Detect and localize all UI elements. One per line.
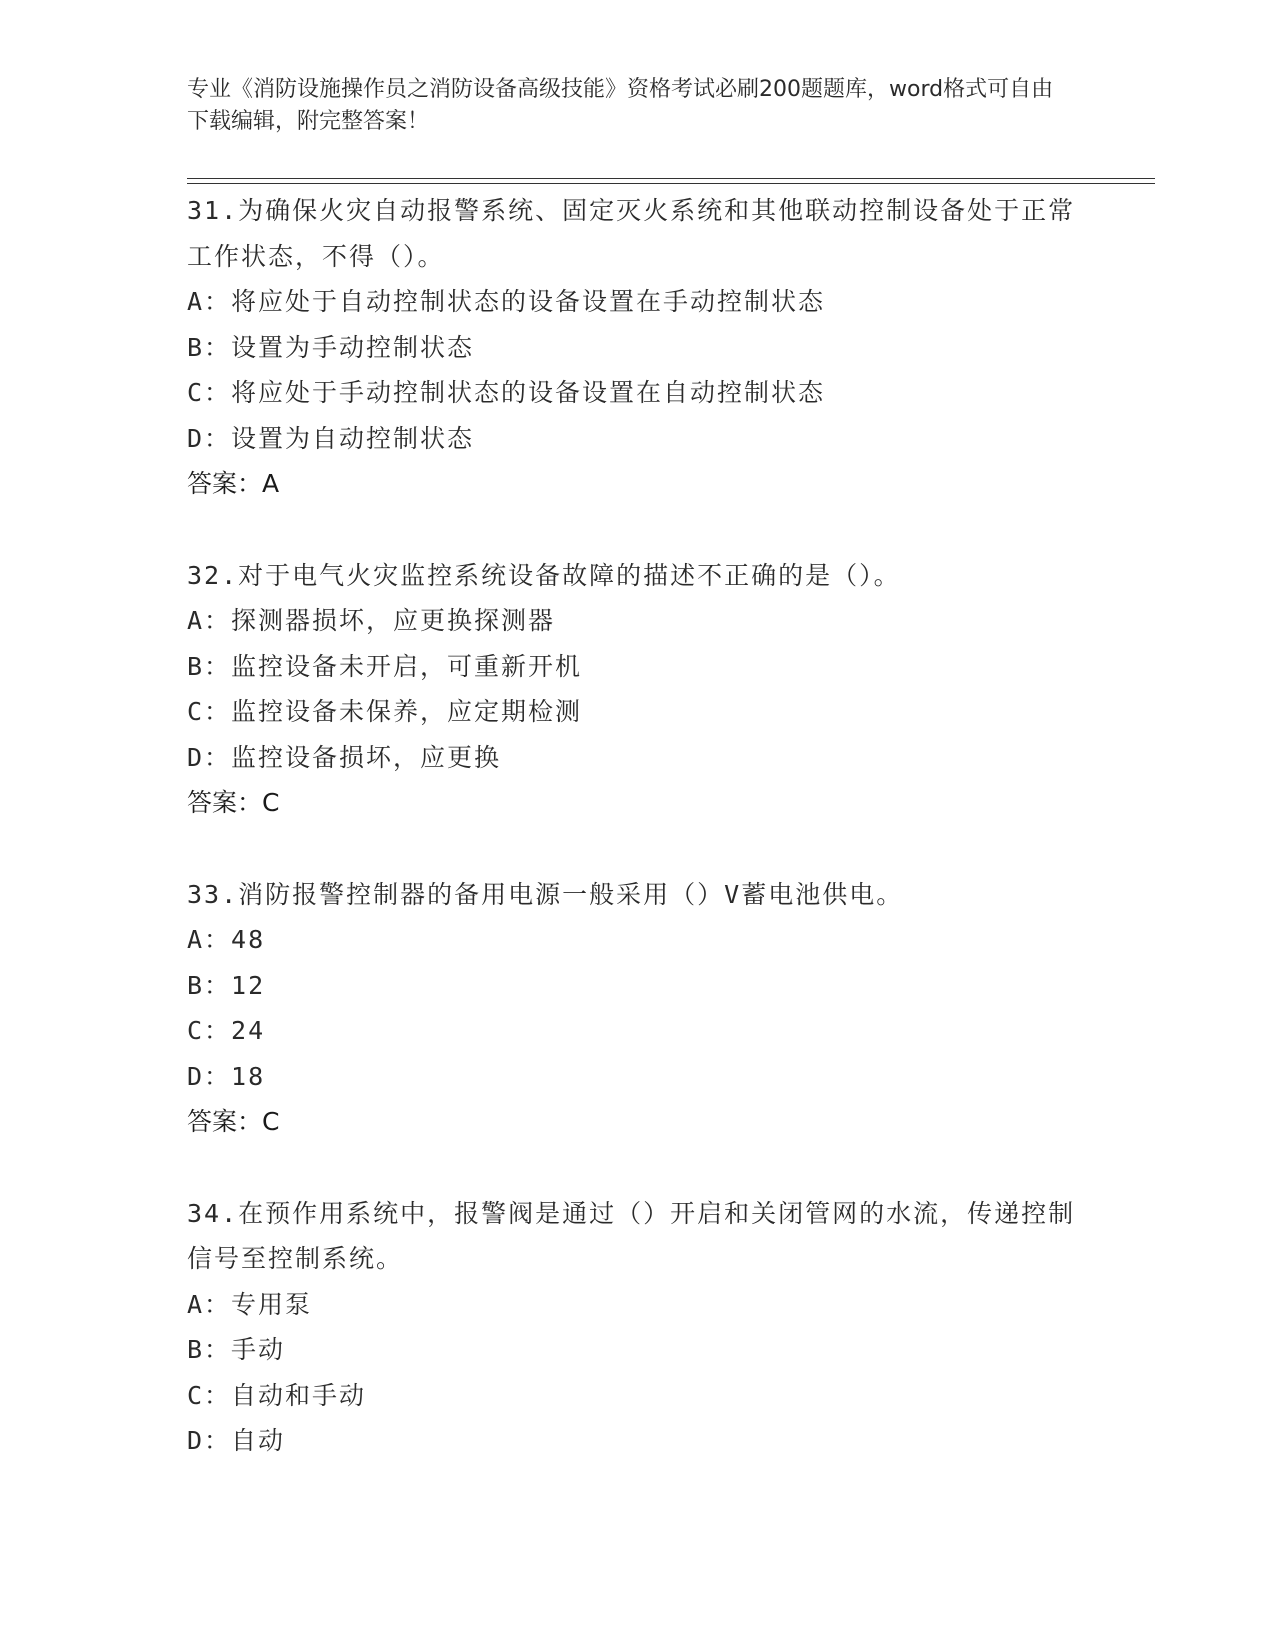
option-a: A：专用泵 <box>187 1289 313 1319</box>
option-c: C：自动和手动 <box>187 1380 367 1410</box>
header-divider-bottom <box>187 183 1155 184</box>
option-a: A：探测器损坏，应更换探测器 <box>187 606 556 635</box>
answer-line: 答案：C <box>187 1107 280 1136</box>
option-d: D：18 <box>187 1061 266 1091</box>
option-c: C：将应处于手动控制状态的设备设置在自动控制状态 <box>187 378 826 407</box>
question-list <box>187 188 1087 1510</box>
option-d: D：设置为自动控制状态 <box>187 423 475 453</box>
option-c: C：24 <box>187 1016 266 1045</box>
question-33 <box>187 872 1087 1145</box>
option-a: A：48 <box>187 925 266 954</box>
question-stem: 34.在预作用系统中，报警阀是通过（）开启和关闭管网的水流，传递控制信号至控制系统。 <box>187 1198 1076 1273</box>
option-b: B：手动 <box>187 1335 286 1364</box>
question-31 <box>187 188 1087 507</box>
question-32 <box>187 553 1087 826</box>
option-b: B：监控设备未开启，可重新开机 <box>187 651 583 681</box>
option-d: D：监控设备损坏，应更换 <box>187 742 502 772</box>
answer-line: 答案：C <box>187 788 280 817</box>
option-d: D：自动 <box>187 1426 286 1455</box>
question-stem: 31.为确保火灾自动报警系统、固定灭火系统和其他联动控制设备处于正常工作状态，不得（）。 <box>187 196 1076 271</box>
header-divider-top <box>187 178 1155 179</box>
option-c: C：监控设备未保养，应定期检测 <box>187 697 583 726</box>
option-a: A：将应处于自动控制状态的设备设置在手动控制状态 <box>187 287 826 316</box>
question-stem: 32.对于电气火灾监控系统设备故障的描述不正确的是（）。 <box>187 560 901 590</box>
document-header: 专业《消防设施操作员之消防设备高级技能》资格考试必刷200题题库，word格式可自由下载编辑，附完整答案！ <box>187 77 1054 134</box>
question-34 <box>187 1191 1087 1464</box>
question-stem: 33.消防报警控制器的备用电源一般采用（）V蓄电池供电。 <box>187 879 904 909</box>
option-b: B：12 <box>187 970 266 1000</box>
answer-line: 答案：A <box>187 469 280 498</box>
option-b: B：设置为手动控制状态 <box>187 332 475 362</box>
